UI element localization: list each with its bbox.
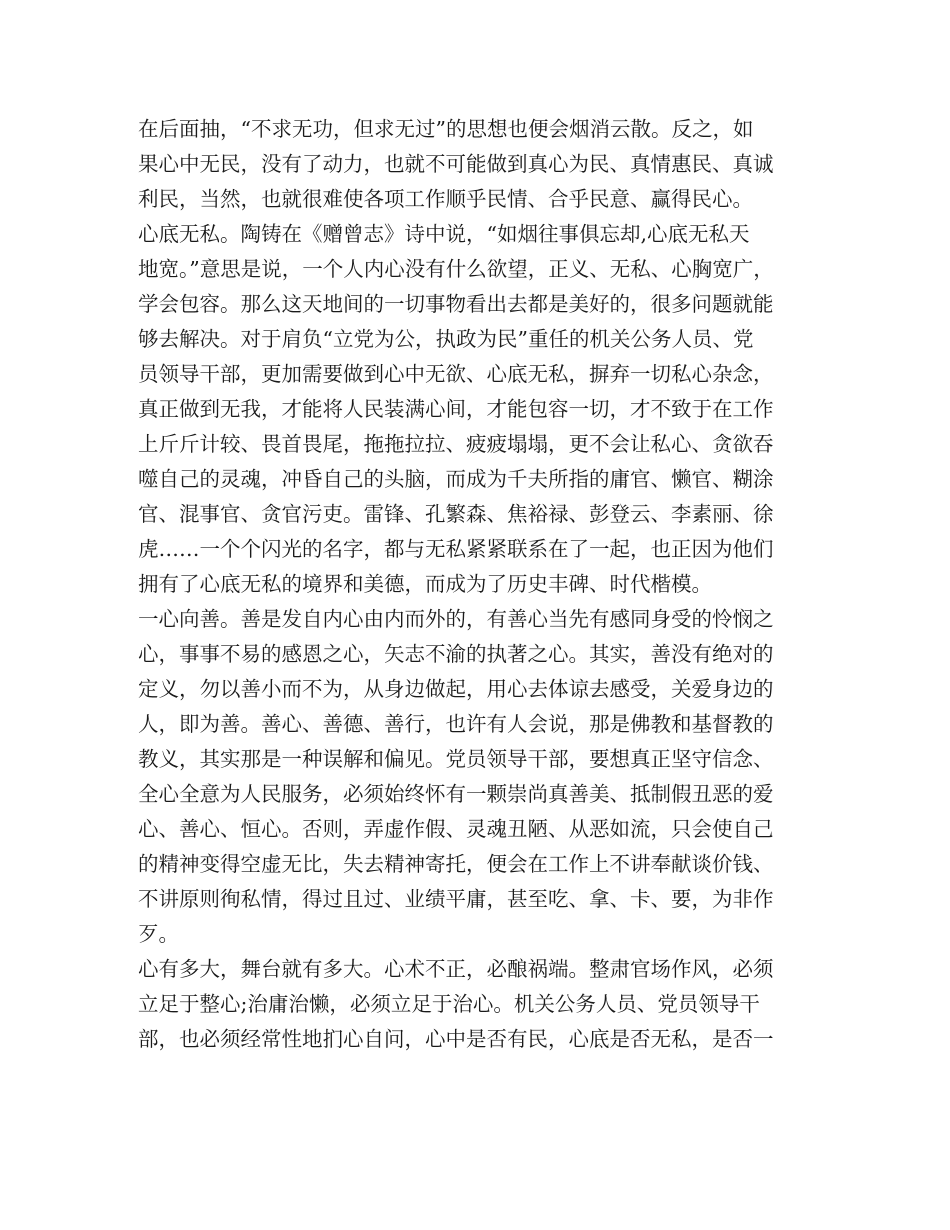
text-line: 人，即为善。善心、善德、善行，也许有人会说，那是佛教和基督教的: [138, 712, 774, 736]
text-line: 心有多大，舞台就有多大。心术不正，必酿祸端。整肃官场作风，必须: [138, 957, 774, 981]
text-line: 噬自己的灵魂，冲昏自己的头脑，而成为千夫所指的庸官、懒官、糊涂: [138, 467, 774, 491]
body-text: [138, 112, 828, 1057]
text-line: 虎……一个个闪光的名字，都与无私紧紧联系在了一起，也正因为他们: [138, 537, 774, 561]
text-line: 歹。: [138, 922, 179, 946]
text-line: 一心向善。善是发自内心由内而外的，有善心当先有感同身受的怜悯之: [138, 607, 774, 631]
text-line: 够去解决。对于肩负“立党为公，执政为民”重任的机关公务人员、党: [138, 327, 754, 351]
text-line: 心、善心、恒心。否则，弄虚作假、灵魂丑陋、从恶如流，只会使自己: [138, 817, 774, 841]
text-line: 上斤斤计较、畏首畏尾，拖拖拉拉、疲疲塌塌，更不会让私心、贪欲吞: [138, 432, 774, 456]
text-line: 心底无私。陶铸在《赠曾志》诗中说，“如烟往事俱忘却,心底无私天: [138, 222, 750, 246]
text-line: 定义，勿以善小而不为，从身边做起，用心去体谅去感受，关爱身边的: [138, 677, 774, 701]
text-line: 员领导干部，更加需要做到心中无欲、心底无私，摒弃一切私心杂念，: [138, 362, 774, 386]
text-line: 心，事事不易的感恩之心，矢志不渝的执著之心。其实，善没有绝对的: [138, 642, 774, 666]
text-line: 不讲原则徇私情，得过且过、业绩平庸，甚至吃、拿、卡、要，为非作: [138, 887, 774, 911]
text-line: 官、混事官、贪官污吏。雷锋、孔繁森、焦裕禄、彭登云、李素丽、徐: [138, 502, 774, 526]
text-line: 的精神变得空虚无比，失去精神寄托，便会在工作上不讲奉献谈价钱、: [138, 852, 774, 876]
text-line: 拥有了心底无私的境界和美德，而成为了历史丰碑、时代楷模。: [138, 572, 712, 596]
text-line: 利民，当然，也就很难使各项工作顺乎民情、合乎民意、赢得民心。: [138, 187, 753, 211]
text-line: 全心全意为人民服务，必须始终怀有一颗崇尚真善美、抵制假丑恶的爱: [138, 782, 774, 806]
text-line: 地宽。”意思是说，一个人内心没有什么欲望，正义、无私、心胸宽广，: [138, 257, 774, 281]
text-line: 果心中无民，没有了动力，也就不可能做到真心为民、真情惠民、真诚: [138, 152, 774, 176]
text-line: 教义，其实那是一种误解和偏见。党员领导干部，要想真正坚守信念、: [138, 747, 774, 771]
text-line: 立足于整心;治庸治懒，必须立足于治心。机关公务人员、党员领导干: [138, 992, 760, 1016]
text-line: 在后面抽，“不求无功，但求无过”的思想也便会烟消云散。反之，如: [138, 117, 754, 141]
text-line: 部，也必须经常性地扪心自问，心中是否有民，心底是否无私，是否一: [138, 1027, 774, 1051]
text-line: 学会包容。那么这天地间的一切事物看出去都是美好的，很多问题就能: [138, 292, 774, 316]
text-line: 真正做到无我，才能将人民装满心间，才能包容一切，才不致于在工作: [138, 397, 774, 421]
